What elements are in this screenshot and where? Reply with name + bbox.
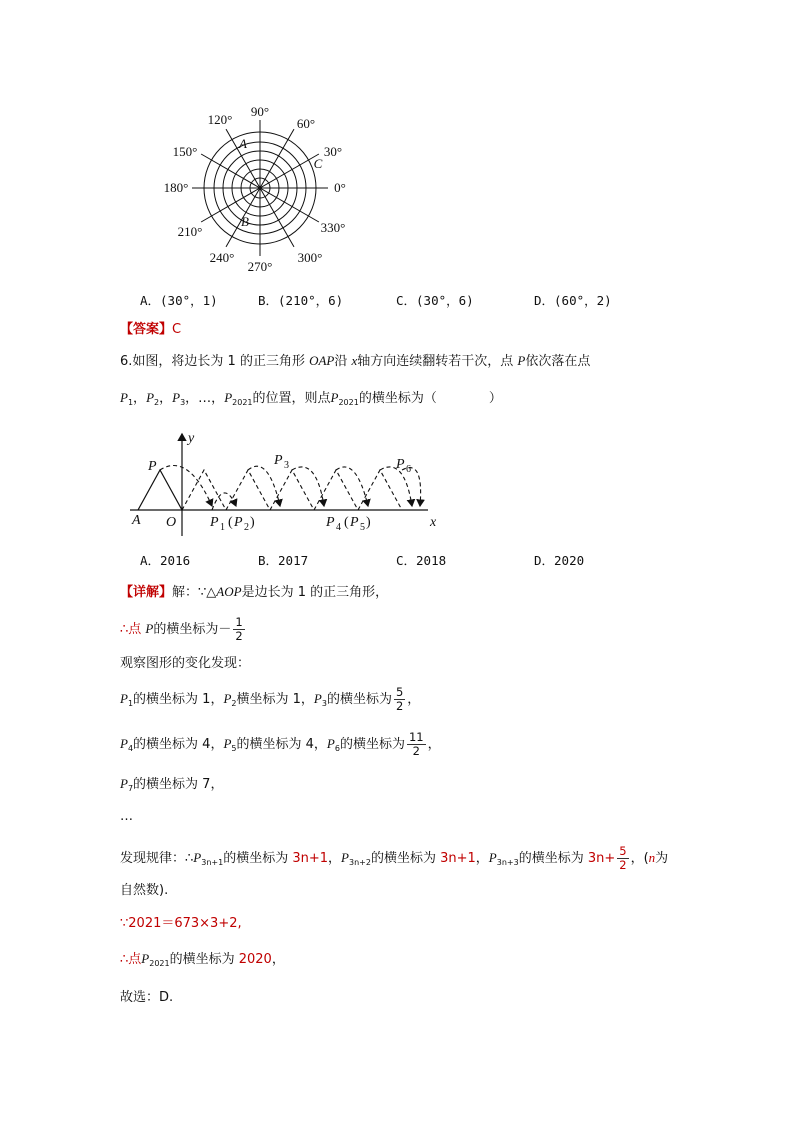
option-a: A．(30°，1) <box>140 293 218 308</box>
p3-label: P <box>274 453 283 468</box>
solution-line1: 【详解】解：∵△AOP是边长为 1 的正三角形， <box>120 584 389 600</box>
solution-rule-line2: 自然数). <box>120 883 169 898</box>
p5-open: ( <box>344 515 349 530</box>
angle-label: 60° <box>296 116 316 131</box>
solution-calc: ∵2021＝673×3+2, <box>120 916 242 931</box>
angle-label: 150° <box>172 144 198 159</box>
option-c: C．2018 <box>396 553 447 568</box>
p5-sub: 5 <box>360 522 365 533</box>
angle-label: 210° <box>177 224 203 239</box>
angle-label: 330° <box>320 220 346 235</box>
p2-close: ) <box>250 515 255 530</box>
solution-line5: $P_4$的横坐标为 4，$P_5$的横坐标为 4，$P_6$的横坐标为 $\frac{11}{2}$ ， <box>120 730 441 758</box>
p2-sub: 2 <box>244 522 249 533</box>
solution-conclusion: ∴点$P_{2021}$的横坐标为 2020， <box>120 951 285 968</box>
p2-open: ( <box>228 515 233 530</box>
p3-sub: 3 <box>284 460 289 471</box>
x-axis-label: x <box>430 515 437 530</box>
solution-line3: 观察图形的变化发现： <box>120 656 251 671</box>
point-label-a: A <box>239 136 247 151</box>
solution-choose: 故选：D. <box>120 990 174 1005</box>
angle-label: 300° <box>297 250 323 265</box>
dashed-triangle <box>226 470 270 510</box>
point-label-c: C <box>313 156 323 171</box>
answer-value: C <box>172 322 182 337</box>
p1-sub: 1 <box>220 522 225 533</box>
dashed-triangle <box>358 470 402 510</box>
p1-label: P <box>210 515 219 530</box>
p6-sub: 6 <box>406 464 411 475</box>
option-d: D．2020 <box>534 553 585 568</box>
p5-close: ) <box>366 515 371 530</box>
solution-line6: $P_7$的横坐标为 7， <box>120 776 224 793</box>
solution-line2: ∴点 P的横坐标为－ $\frac{1}{2}$ <box>120 615 243 643</box>
angle-label: 120° <box>207 112 233 127</box>
p6-label: P <box>396 457 405 472</box>
point-p-label: P <box>148 459 157 474</box>
q6-statement-line1: 6.如图，将边长为 1 的正三角形 OAP沿 x轴方向连续翻转若干次，点 P依次落在点 <box>120 353 591 369</box>
p5-label: P <box>350 515 359 530</box>
dashed-triangle <box>182 470 226 510</box>
solution-ellipsis: … <box>120 809 133 824</box>
p4-label: P <box>326 515 335 530</box>
flip-arc <box>160 466 212 507</box>
option-d: D．(60°，2) <box>534 293 612 308</box>
angle-label: 90° <box>250 104 270 119</box>
solution-line4: $P_1$的横坐标为 1，$P_2$横坐标为 1，$P_3$的横坐标为 $\frac{5}{2}$ ， <box>120 685 421 713</box>
triangle-flip-figure <box>128 426 448 541</box>
angle-label: 240° <box>209 250 235 265</box>
option-c: C．(30°，6) <box>396 293 474 308</box>
origin-label: O <box>166 515 177 530</box>
p4-sub: 4 <box>336 522 341 533</box>
p2-label: P <box>234 515 243 530</box>
answer-label: 【答案】 <box>120 322 173 337</box>
triangle-oap <box>138 470 182 510</box>
option-b: B．2017 <box>258 553 309 568</box>
polar-coordinate-figure <box>150 96 370 281</box>
q6-statement-line2: $P_1$，$P_2$，$P_3$，…，$P_{2021}$的位置，则点$P_{2021}$的横坐标为（ ） <box>120 390 502 407</box>
angle-label: 180° <box>163 180 189 195</box>
angle-label: 270° <box>247 259 273 274</box>
solution-rule-line1: 发现规律：$\therefore P_{3n+1}$的横坐标为 3n+1，$P_{3n+2}$的横坐标为 3n+1，$P_{3n+3}$的横坐标为 3n+ $\frac{5}{2}$ ，(n为 <box>120 844 669 872</box>
y-axis-label: y <box>188 431 195 446</box>
point-label-b: B <box>241 214 249 229</box>
flip-arc <box>212 493 236 510</box>
angle-label: 30° <box>323 144 343 159</box>
option-a: A．2016 <box>140 553 191 568</box>
dashed-triangle <box>270 470 314 510</box>
q5-answer <box>120 321 181 339</box>
angle-label: 0° <box>334 180 346 195</box>
point-a-label: A <box>132 513 141 528</box>
option-b: B．(210°，6) <box>258 293 344 308</box>
